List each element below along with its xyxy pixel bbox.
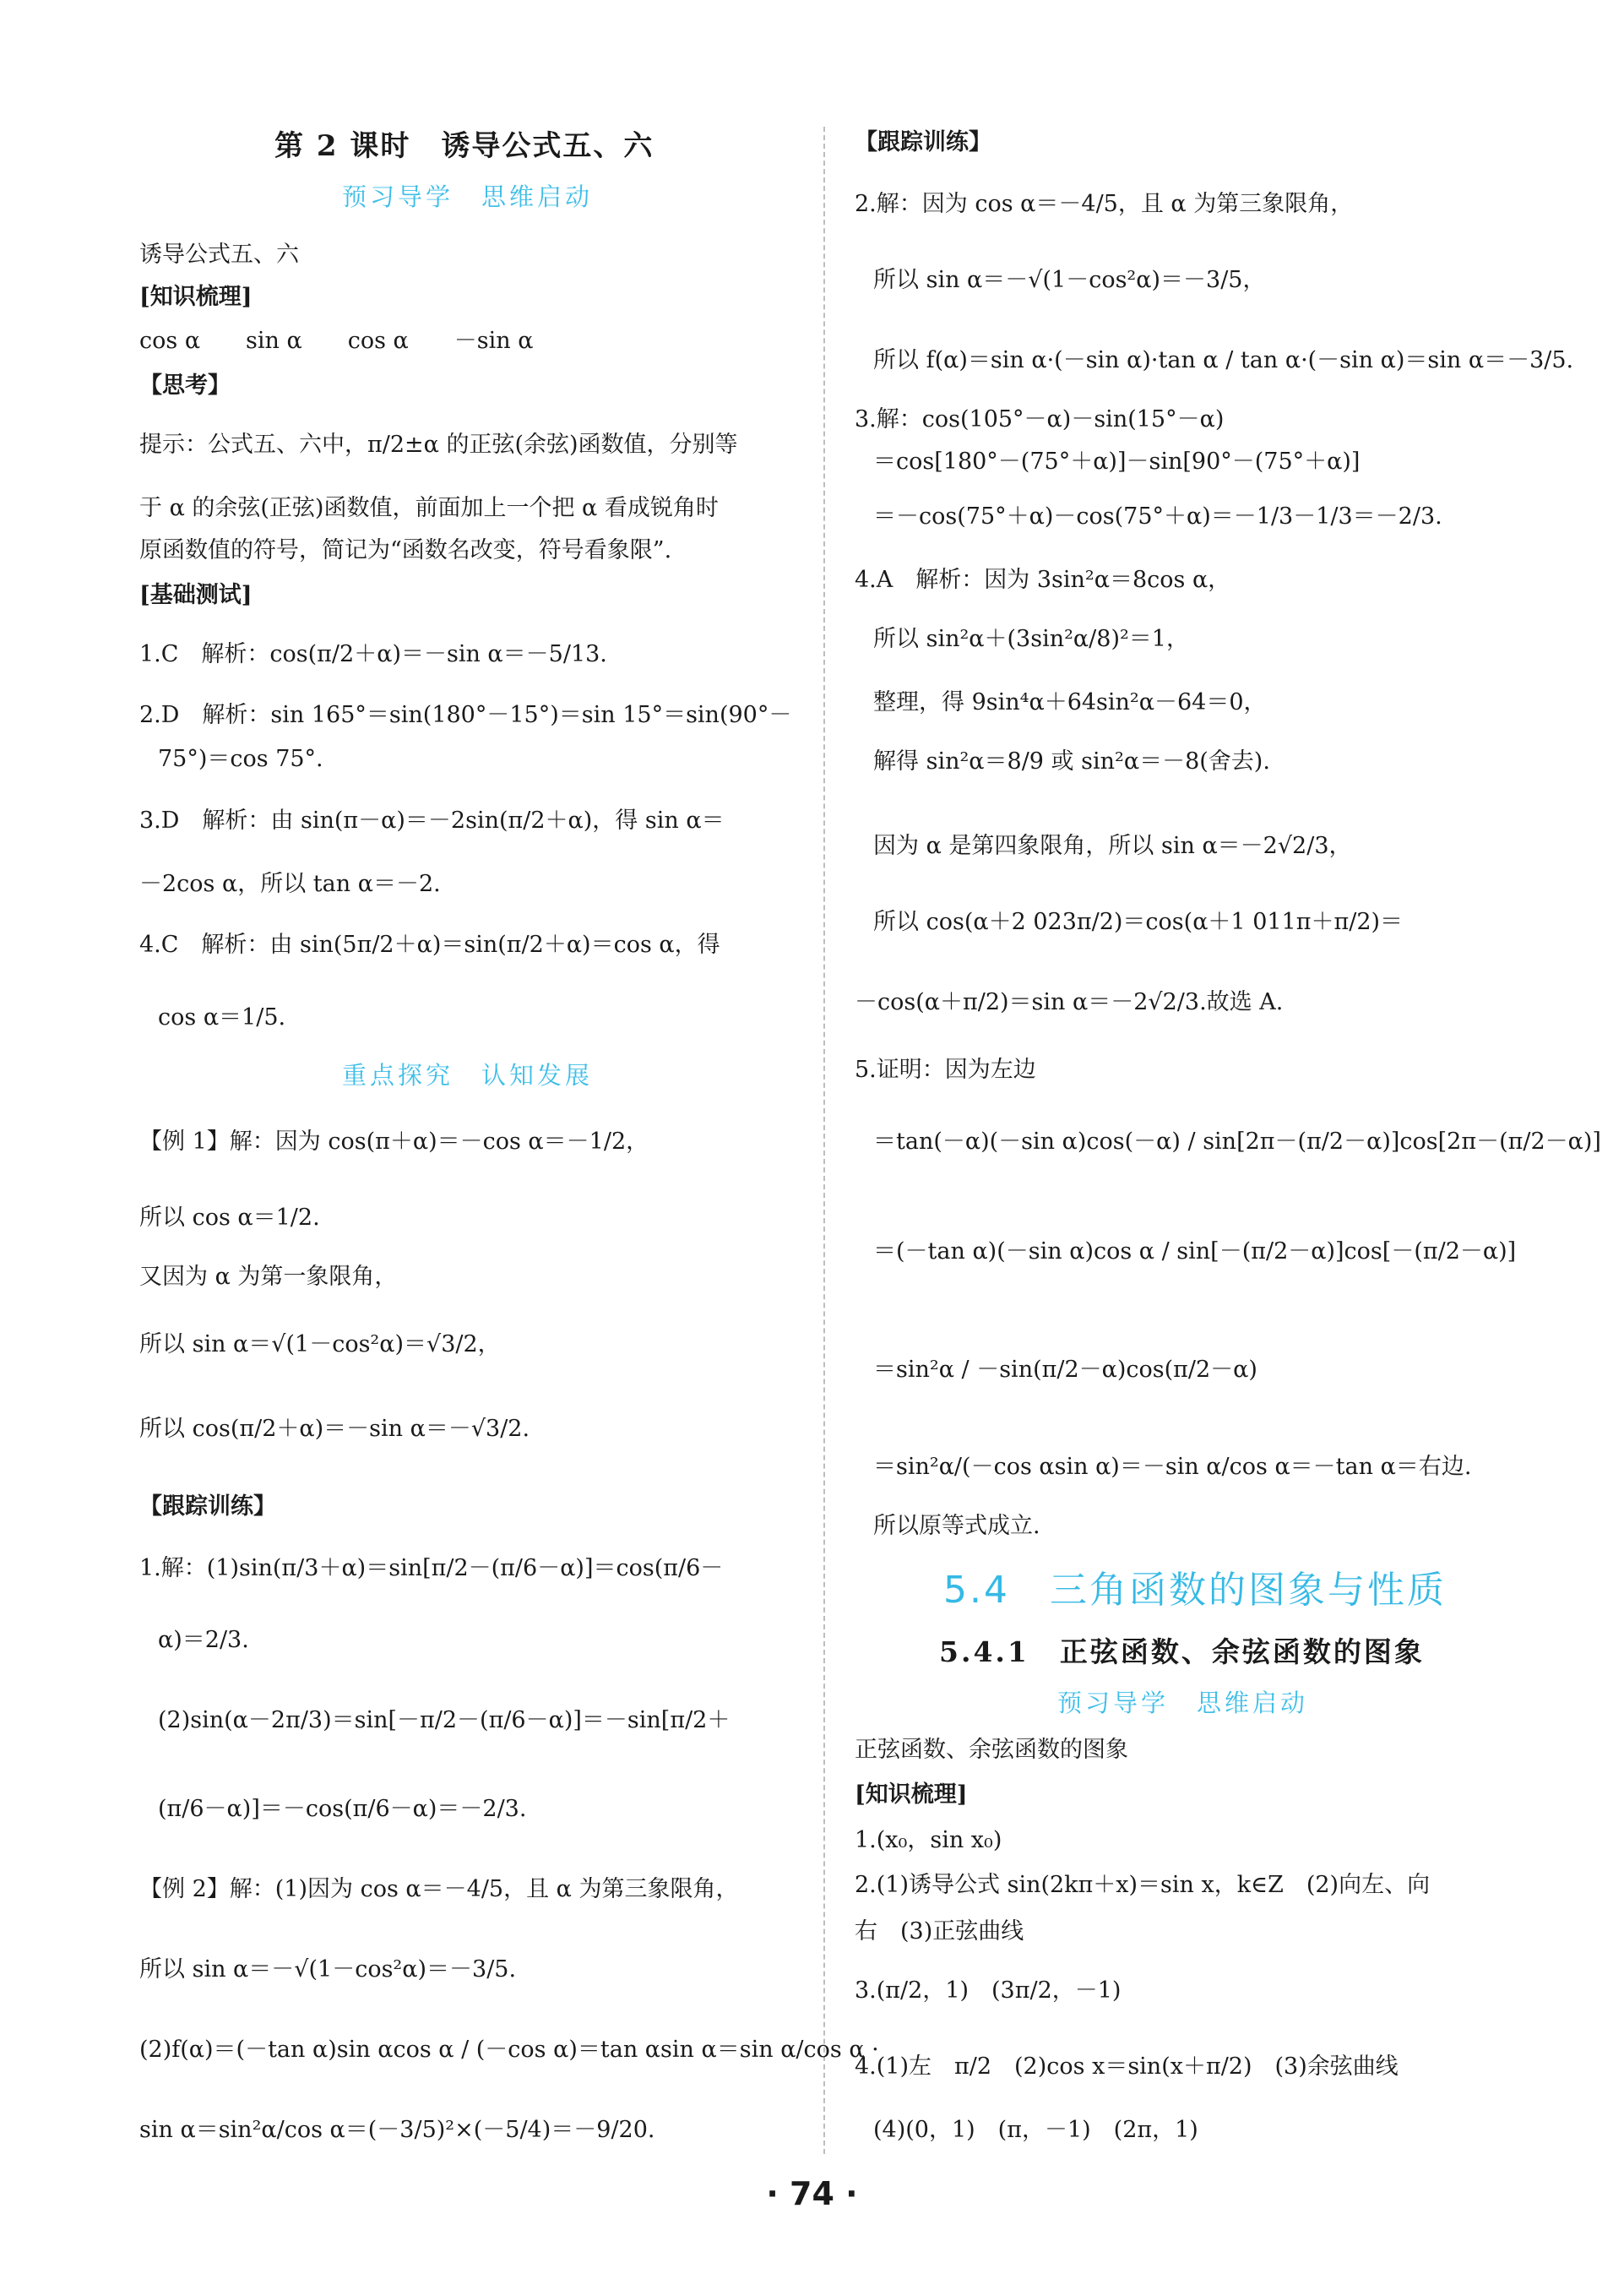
exercise-line: 所以 cos(α＋2 023π/2)＝cos(α＋1 011π＋π/2)＝	[873, 909, 1404, 935]
answer-line: 4.(1)左 π/2 (2)cos x＝sin(x＋π/2) (3)余弦曲线	[855, 2053, 1399, 2080]
tag-tracking: 【跟踪训练】	[139, 1493, 276, 1520]
text-line: 于 α 的余弦(正弦)函数值，前面加上一个把 α 看成锐角时	[139, 495, 719, 521]
solution-line: 1.C 解析：cos(π/2＋α)＝－sin α＝－5/13.	[139, 641, 607, 667]
exercise-line: 2.解：因为 cos α＝－4/5，且 α 为第三象限角，	[855, 191, 1354, 217]
example-line: 【例 2】解：(1)因为 cos α＝－4/5，且 α 为第三象限角，	[139, 1876, 739, 1902]
exercise-line: －cos(α＋π/2)＝sin α＝－2√2/3.故选 A.	[855, 989, 1284, 1015]
solution-line: 2.D 解析：sin 165°＝sin(180°－15°)＝sin 15°＝sin(90°－	[139, 702, 792, 728]
exercise-line: 整理，得 9sin⁴α＋64sin²α－64＝0，	[873, 689, 1267, 715]
example-line: 所以 cos(π/2＋α)＝－sin α＝－√3/2.	[139, 1416, 530, 1442]
proof-line: ＝(－tan α)(－sin α)cos α / sin[－(π/2－α)]cos[－(π/2－α)]	[873, 1238, 1517, 1265]
solution-line: －2cos α，所以 tan α＝－2.	[139, 871, 441, 897]
exercise-line: 1.解：(1)sin(π/3＋α)＝sin[π/2－(π/6－α)]＝cos(π/6－	[139, 1555, 724, 1581]
example-line: 所以 cos α＝1/2.	[139, 1205, 320, 1231]
exercise-line: ＝－cos(75°＋α)－cos(75°＋α)＝－1/3－1/3＝－2/3.	[873, 503, 1442, 530]
section-title: 5.4 三角函数的图象与性质	[943, 1569, 1447, 1612]
subtitle-preview: 预习导学 思维启动	[342, 182, 594, 211]
tag-basic-test: [基础测试]	[139, 582, 253, 608]
exercise-line: 4.A 解析：因为 3sin²α＝8cos α，	[855, 567, 1231, 593]
example-line: 又因为 α 为第一象限角，	[139, 1264, 398, 1290]
lesson-title: 第 2 课时 诱导公式五、六	[274, 129, 654, 163]
exercise-line: 所以 sin α＝－√(1－cos²α)＝－3/5，	[873, 267, 1266, 293]
text-line: 提示：公式五、六中，π/2±α 的正弦(余弦)函数值，分别等	[139, 432, 738, 458]
example-line: sin α＝sin²α/cos α＝(－3/5)²×(－5/4)＝－9/20.	[139, 2117, 655, 2143]
proof-line: ＝sin²α/(－cos αsin α)＝－sin α/cos α＝－tan α＝右边.	[873, 1454, 1472, 1480]
proof-line: ＝sin²α / －sin(π/2－α)cos(π/2－α)	[873, 1357, 1257, 1383]
answer-line: (4)(0，1) (π，－1) (2π，1)	[873, 2117, 1198, 2143]
exercise-line: 解得 sin²α＝8/9 或 sin²α＝－8(舍去).	[873, 748, 1270, 775]
answer-line: 3.(π/2，1) (3π/2，－1)	[855, 1977, 1122, 2004]
exercise-line: 所以 sin²α＋(3sin²α/8)²＝1，	[873, 626, 1189, 652]
subsection-title: 5.4.1 正弦函数、余弦函数的图象	[939, 1635, 1425, 1668]
exercise-line: (2)sin(α－2π/3)＝sin[－π/2－(π/6－α)]＝－sin[π/2＋	[158, 1707, 731, 1733]
exercise-line: 3.解：cos(105°－α)－sin(15°－α)	[855, 406, 1225, 432]
solution-line: 75°)＝cos 75°.	[158, 746, 323, 772]
tag-knowledge-2: [知识梳理]	[855, 1781, 968, 1808]
answer-line: 1.(x₀，sin x₀)	[855, 1827, 1002, 1853]
example-line: 所以 sin α＝－√(1－cos²α)＝－3/5.	[139, 1956, 517, 1983]
subtitle-explore: 重点探究 认知发展	[342, 1061, 594, 1090]
answer-line: 2.(1)诱导公式 sin(2kπ＋x)＝sin x，k∈Z (2)向左、向	[855, 1872, 1431, 1898]
proof-line: 所以原等式成立.	[873, 1513, 1040, 1539]
solution-line: 3.D 解析：由 sin(π－α)＝－2sin(π/2＋α)，得 sin α＝	[139, 808, 725, 834]
subtitle-preview-2: 预习导学 思维启动	[1057, 1689, 1309, 1717]
exercise-line: α)＝2/3.	[158, 1627, 249, 1653]
page-number: · 74 ·	[766, 2175, 858, 2212]
example-line: 【例 1】解：因为 cos(π＋α)＝－cos α＝－1/2，	[139, 1129, 649, 1155]
exercise-line: (π/6－α)]＝－cos(π/6－α)＝－2/3.	[158, 1796, 527, 1822]
text-line: 诱导公式五、六	[139, 242, 299, 268]
tag-think: 【思考】	[139, 373, 231, 399]
solution-line: cos α＝1/5.	[158, 1004, 286, 1031]
solution-line: 4.C 解析：由 sin(5π/2＋α)＝sin(π/2＋α)＝cos α，得	[139, 932, 720, 958]
exercise-line: 因为 α 是第四象限角，所以 sin α＝－2√2/3，	[873, 833, 1352, 859]
exercise-line: 5.证明：因为左边	[855, 1057, 1036, 1083]
text-line: 正弦函数、余弦函数的图象	[855, 1737, 1128, 1763]
answer-line: 右 (3)正弦曲线	[855, 1918, 1024, 1944]
tag-tracking: 【跟踪训练】	[855, 129, 991, 155]
column-divider	[823, 127, 825, 2154]
exercise-line: 所以 f(α)＝sin α·(－sin α)·tan α / tan α·(－sin α)＝sin α＝－3/5.	[873, 347, 1574, 373]
exercise-line: ＝cos[180°－(75°＋α)]－sin[90°－(75°＋α)]	[873, 449, 1361, 475]
text-line: 原函数值的符号，简记为“函数名改变，符号看象限”.	[139, 537, 672, 563]
proof-line: ＝tan(－α)(－sin α)cos(－α) / sin[2π－(π/2－α)]cos[2π－(π/2－α)]	[873, 1129, 1601, 1155]
example-line: (2)f(α)＝(－tan α)sin αcos α / (－cos α)＝tan αsin α＝sin α/cos α ·	[139, 2037, 879, 2063]
tag-knowledge: [知识梳理]	[139, 284, 253, 310]
answer-line: cos α sin α cos α －sin α	[139, 328, 534, 354]
example-line: 所以 sin α＝√(1－cos²α)＝√3/2，	[139, 1331, 501, 1357]
